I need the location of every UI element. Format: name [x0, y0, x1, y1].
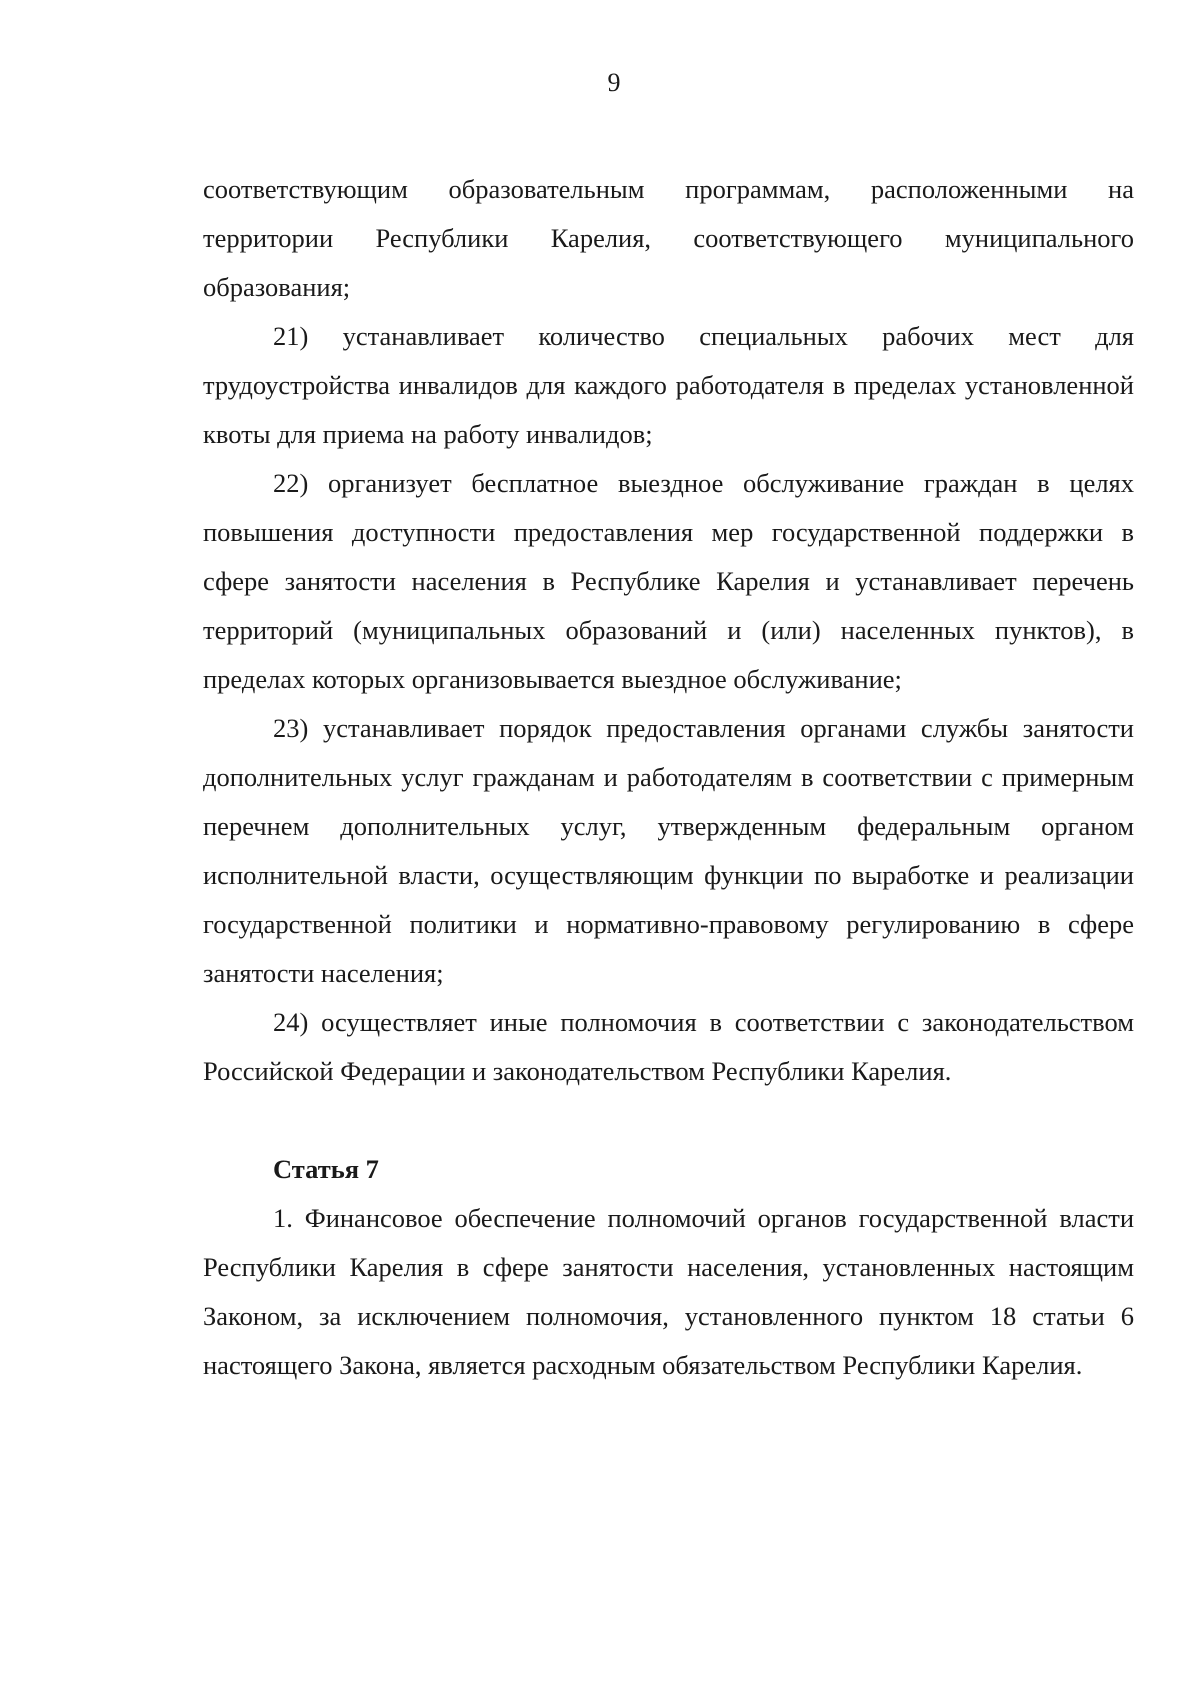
- paragraph-item-22: 22) организует бесплатное выездное обслуживание граждан в целях повышения доступности предоставления мер государственной поддержки в сфере занятости населения в Республике Карелия и устанавливает перечень территорий (муниципальных образований и (или) населенных пунктов), в пределах которых организовывается выездное обслуживание;: [203, 468, 1134, 694]
- paragraph-continuation: соответствующим образовательным программам, расположенными на территории Республики Карелия, соответствующего муниципального образования;: [203, 174, 1134, 302]
- article-paragraph-1: 1. Финансовое обеспечение полномочий органов государственной власти Республики Карелия в сфере занятости населения, установленных настоящим Законом, за исключением полномочия, установленного пунктом 18 статьи 6 настоящего Закона, является расходным обязательством Республики Карелия.: [203, 1203, 1134, 1380]
- document-body: [203, 165, 1134, 1390]
- paragraph-item-23: 23) устанавливает порядок предоставления органами службы занятости дополнительных услуг гражданам и работодателям в соответствии с примерным перечнем дополнительных услуг, утвержденным федеральным органом исполнительной власти, осуществляющим функции по выработке и реализации государственной политики и нормативно-правовому регулированию в сфере занятости населения;: [203, 713, 1134, 988]
- article-title: Статья 7: [273, 1154, 379, 1184]
- page-number: 9: [607, 68, 621, 97]
- paragraph-item-24: 24) осуществляет иные полномочия в соответствии с законодательством Российской Федерации и законодательством Республики Карелия.: [203, 1007, 1134, 1086]
- paragraph-item-21: 21) устанавливает количество специальных рабочих мест для трудоустройства инвалидов для каждого работодателя в пределах установленной квоты для приема на работу инвалидов;: [203, 321, 1134, 449]
